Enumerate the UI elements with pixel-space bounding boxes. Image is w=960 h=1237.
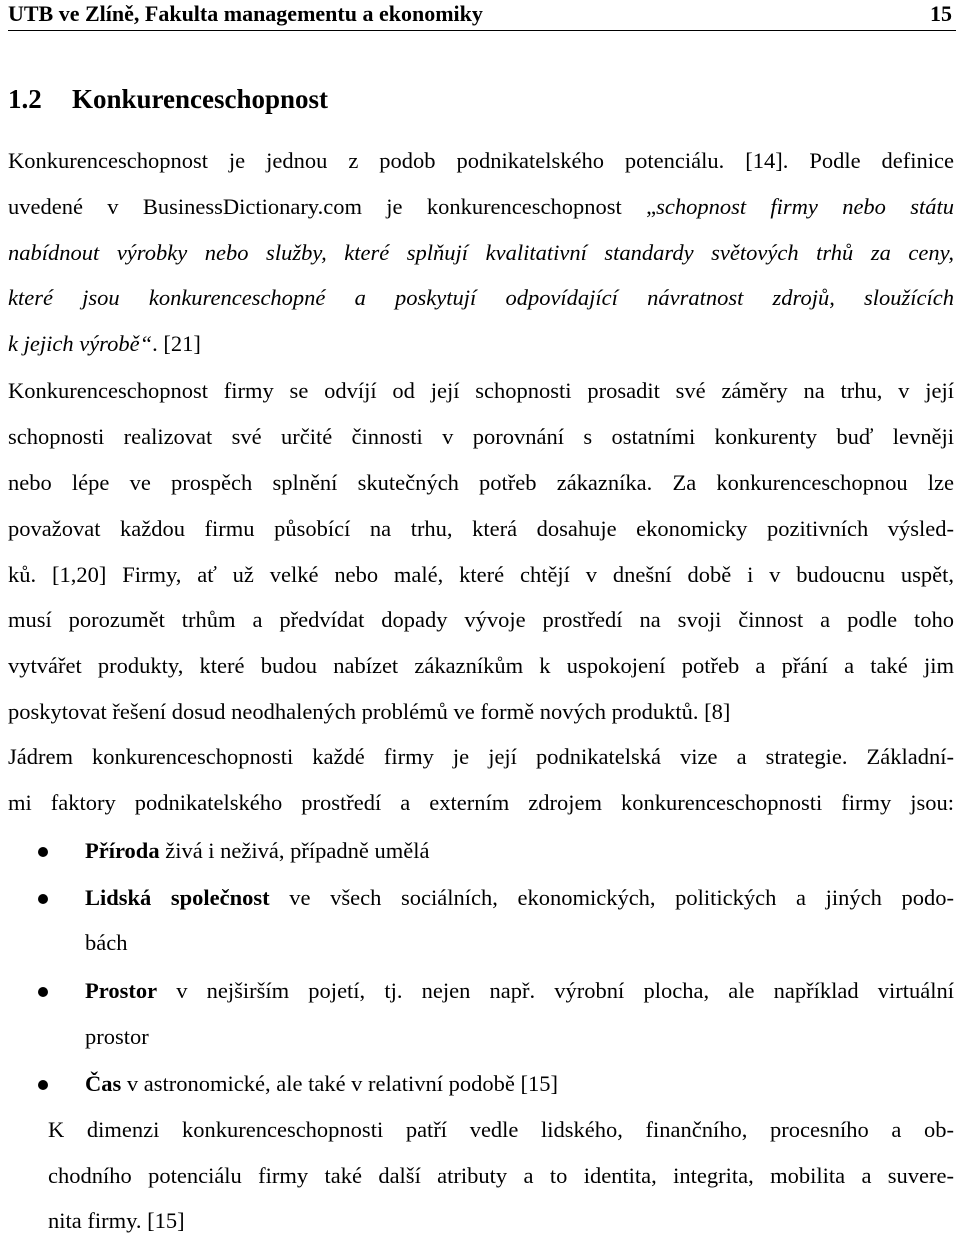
list-item-continuation: prostor	[85, 1024, 149, 1049]
quote-span: schopnost firmy nebo státu	[656, 194, 954, 219]
text-span: uvedené v BusinessDictionary.com je konkurenceschopnost „	[8, 194, 657, 219]
list-item-term: Čas	[85, 1071, 122, 1096]
paragraph-line	[8, 330, 954, 358]
paragraph-line: schopnosti realizovat své určité činnosti v porovnání s ostatními konkurenty buď levněji	[8, 424, 954, 449]
list-item-continuation: bách	[85, 930, 128, 955]
paragraph-line: ků. [1,20] Firmy, ať už velké nebo malé, které chtějí v dnešní době i v budoucnu uspět,	[8, 562, 954, 587]
section-title: Konkurenceschopnost	[72, 84, 329, 114]
citation-span: . [21]	[152, 331, 201, 356]
quote-line: které jsou konkurenceschopné a poskytují odpovídající návratnost zdrojů, sloužících	[8, 285, 954, 310]
list-item	[85, 977, 954, 1005]
list-item-term: Příroda	[85, 838, 160, 863]
quote-span: k jejich výrobě“	[8, 331, 153, 356]
paragraph-line: nita firmy. [15]	[48, 1208, 185, 1233]
paragraph-line: poskytovat řešení dosud neodhalených problémů ve formě nových produktů. [8]	[8, 699, 731, 724]
section-number: 1.2	[8, 84, 42, 114]
quote-line: nabídnout výrobky nebo služby, které splňují kvalitativní standardy světových trhů za ceny,	[8, 240, 954, 265]
list-item-text: ve všech sociálních, ekonomických, politických a jiných podo-	[269, 885, 954, 910]
list-item	[85, 1070, 954, 1098]
paragraph-line: Konkurenceschopnost firmy se odvíjí od její schopnosti prosadit své záměry na trhu, v její	[8, 378, 954, 403]
paragraph-line: Jádrem konkurenceschopnosti každé firmy je její podnikatelská vize a strategie. Základní-	[8, 744, 954, 769]
bullet-icon	[38, 894, 48, 904]
list-item-text: v astronomické, ale také v relativní podobě [15]	[121, 1071, 558, 1096]
list-item-term: Lidská společnost	[85, 885, 270, 910]
bullet-icon	[38, 1080, 48, 1090]
paragraph-line: musí porozumět trhům a předvídat dopady vývoje prostředí na svoji činnost a podle toho	[8, 607, 954, 632]
list-item	[85, 884, 954, 912]
header-page-number: 15	[930, 1, 952, 26]
paragraph-line: K dimenzi konkurenceschopnosti patří vedle lidského, finančního, procesního a ob-	[48, 1117, 954, 1142]
list-item-text: živá i neživá, případně umělá	[159, 838, 430, 863]
bullet-icon	[38, 847, 48, 857]
paragraph-line: mi faktory podnikatelského prostředí a externím zdrojem konkurenceschopnosti firmy jsou:	[8, 790, 954, 815]
paragraph-line: Konkurenceschopnost je jednou z podob podnikatelského potenciálu. [14]. Podle definice	[8, 148, 954, 173]
paragraph-line: považovat každou firmu působící na trhu, která dosahuje ekonomicky pozitivních výsled-	[8, 516, 954, 541]
list-item	[85, 837, 954, 865]
list-item-term: Prostor	[85, 978, 158, 1003]
paragraph-line	[8, 193, 954, 221]
page-header	[8, 0, 956, 31]
bullet-icon	[38, 987, 48, 997]
paragraph-line: vytvářet produkty, které budou nabízet zákazníkům k uspokojení potřeb a přání a také jim	[8, 653, 954, 678]
paragraph-line: chodního potenciálu firmy také další atributy a to identita, integrita, mobilita a suvere-	[48, 1163, 954, 1188]
list-item-text: v nejširším pojetí, tj. nejen např. výrobní plocha, ale například virtuální	[157, 978, 954, 1003]
section-heading	[8, 83, 328, 115]
paragraph-line: nebo lépe ve prospěch splnění skutečných potřeb zákazníka. Za konkurenceschopnou lze	[8, 470, 954, 495]
header-institution: UTB ve Zlíně, Fakulta managementu a ekonomiky	[8, 1, 483, 26]
